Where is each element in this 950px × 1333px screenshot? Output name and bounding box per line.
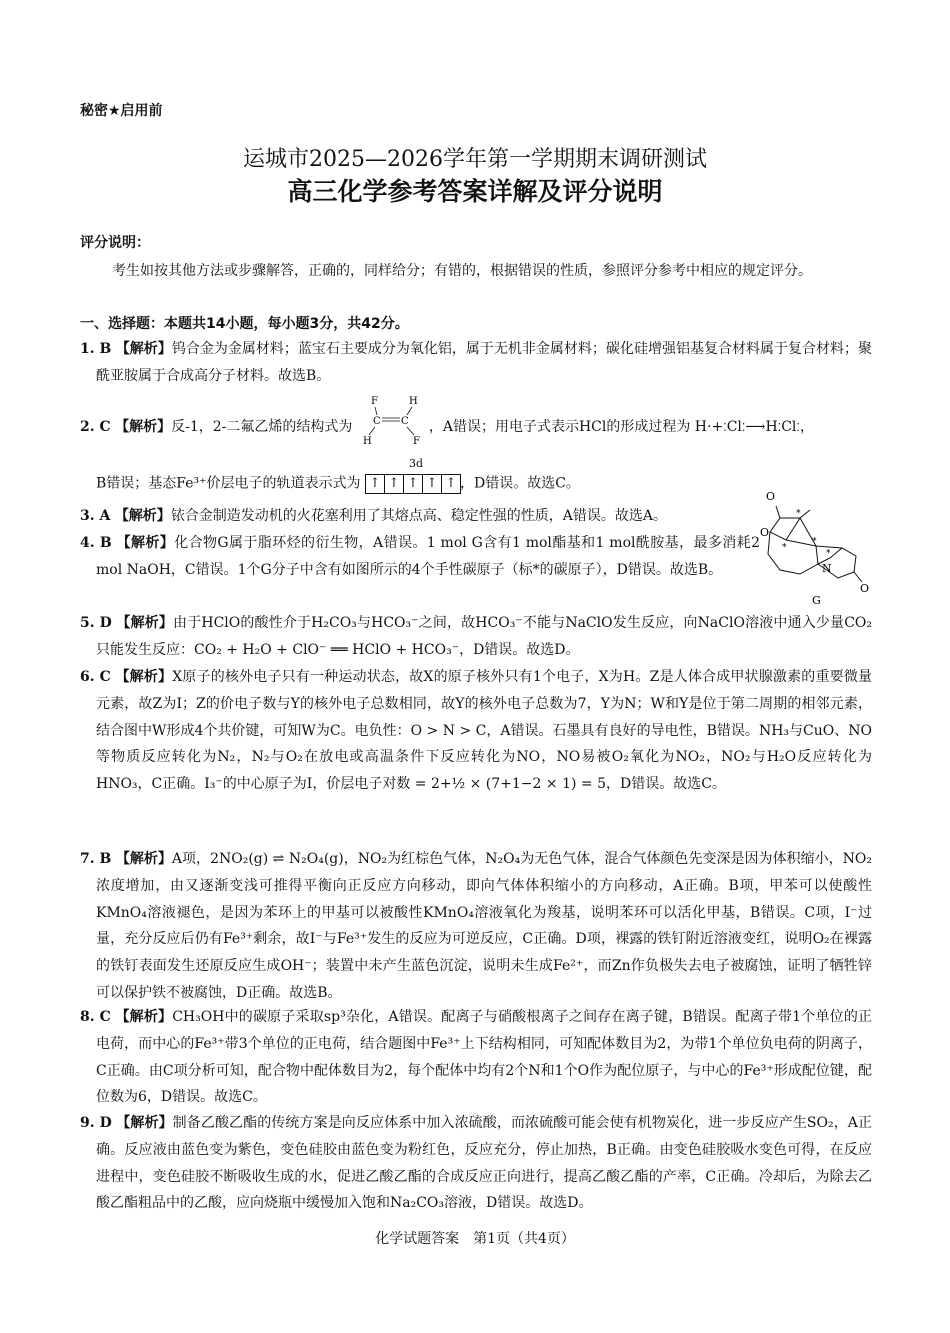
analysis-tag: 【解析】: [116, 535, 175, 551]
analysis-tag: 【解析】: [115, 419, 172, 435]
document-title: 高三化学参考答案详解及评分说明: [287, 177, 663, 206]
compound-g-structure: [756, 488, 876, 610]
question-3: [80, 503, 760, 530]
analysis-tag: 【解析】: [115, 669, 173, 685]
atom-label: O: [766, 490, 776, 503]
question-5: [80, 610, 872, 664]
orbital-box: ↑: [384, 474, 404, 494]
analysis-tag: 【解析】: [115, 1009, 173, 1025]
question-text: 铱合金制造发动机的火花塞利用了其熔点高、稳定性强的性质，A错误。故选A。: [170, 508, 668, 524]
question-9: [80, 1110, 872, 1217]
question-4: [80, 530, 760, 584]
confidential-label: 秘密★启用前: [80, 103, 163, 119]
question-text-b: ，A错误；用电子式表示HCl的形成过程为: [428, 419, 691, 435]
analysis-tag: 【解析】: [115, 341, 172, 357]
question-text: CH₃OH中的碳原子采取sp³杂化，A错误。配离子与硝酸根离子之间存在离子键，B错误。配离子带1个单位的正电荷，而中心的Fe³⁺带3个单位的正电荷，结合题图中Fe³⁺上下结构相同，可知配体数目为2，为带1个单位负电荷的阴离子，C正确。由C项分析可知，配合物中配体数目为2，每个配体中均有2个N和1个O作为配位原子，与中心的Fe³⁺形成配位键，配位数为6，D错误。故选C。: [96, 1009, 873, 1106]
analysis-tag: 【解析】: [115, 851, 172, 867]
chiral-mark: *: [796, 509, 801, 519]
question-text-d: ，D错误。故选C。: [459, 475, 580, 492]
atom-label: F: [370, 396, 378, 407]
question-text: 由于HClO的酸性介于H₂CO₃与HCO₃⁻之间，故HCO₃⁻不能与NaClO发生反应，向NaClO溶液中通入少量CO₂只能发生反应：CO₂ + H₂O + ClO⁻ ══ HClO + HCO₃⁻，D错误。故选D。: [96, 615, 872, 658]
atom-label: O: [760, 526, 770, 539]
analysis-tag: 【解析】: [116, 615, 174, 631]
question-number: 9. D: [80, 1115, 112, 1131]
question-1: [80, 336, 872, 390]
atom-label: O: [860, 582, 870, 595]
atom-label: C: [372, 416, 381, 427]
difluoroethene-structure: [357, 392, 429, 448]
question-text-a: 反-1，2-二氟乙烯的结构式为: [171, 419, 353, 435]
question-number: 6. C: [80, 669, 111, 685]
hcl-electron-formula: H·+⁚Cl⁚⟶H⁚Cl⁚，: [694, 419, 814, 435]
atom-label: C: [400, 416, 409, 427]
question-number: 8. C: [80, 1009, 111, 1025]
orbital-label: 3d: [408, 457, 424, 470]
question-2-continued: [80, 457, 872, 498]
orbital-box: ↑: [365, 474, 385, 494]
question-number: 1. B: [80, 341, 112, 357]
question-6: [80, 664, 872, 798]
question-number: 5. D: [80, 615, 112, 631]
question-number: 4. B: [80, 535, 112, 551]
orbital-box: ↑: [422, 474, 442, 494]
atom-label: H: [408, 396, 418, 407]
analysis-tag: 【解析】: [116, 1115, 173, 1131]
question-number: 3. A: [80, 508, 111, 524]
analysis-tag: 【解析】: [114, 508, 171, 524]
chiral-mark: *: [812, 537, 817, 547]
atom-label: F: [412, 436, 420, 447]
question-number: 7. B: [80, 851, 112, 867]
question-7: [80, 846, 872, 1007]
chiral-mark: *: [826, 549, 831, 559]
orbital-box: ↑: [403, 474, 423, 494]
atom-label: N: [822, 562, 832, 575]
exam-title: 运城市2025—2026学年第一学期期末调研测试: [243, 147, 707, 172]
atom-label: H: [362, 436, 372, 447]
question-text: X原子的核外电子只有一种运动状态，故X的原子核外只有1个电子，X为H。Z是人体合成甲状腺激素的重要微量元素，故Z为I；Z的价电子数与Y的核外电子总数相同，故Y的核外电子总数为7，Y为N；W和Y是位于第二周期的相邻元素，结合图中W形成4个共价键，可知W为C。电负性：O > N > C，A错误。石墨具有良好的导电性，B错误。NH₃与CuO、NO等物质反应转化为N₂，N₂与O₂在放电或高温条件下反应转化为NO，NO易被O₂氧化为NO₂，NO₂与H₂O反应转化为HNO₃，C正确。I₃⁻的中心原子为I，价层电子对数 = 2+½ × (7+1−2 × 1) = 5，D错误。故选C。: [96, 669, 873, 793]
question-text: 化合物G属于脂环烃的衍生物，A错误。1 mol G含有1 mol酯基和1 mol酰胺基，最多消耗2 mol NaOH，C错误。1个G分子中含有如图所示的4个手性碳原子（标*的碳原子），D错误。故选B。: [96, 535, 761, 578]
orbital-box: ↑: [441, 474, 461, 494]
question-2: [80, 396, 872, 448]
section-heading: 一、选择题：本题共14小题，每小题3分，共42分。: [80, 316, 409, 332]
question-text: 制备乙酸乙酯的传统方案是向反应体系中加入浓硫酸，而浓硫酸可能会使有机物炭化，进一步反应产生SO₂，A正确。反应液由蓝色变为紫色，变色硅胶由蓝色变为粉红色，反应充分，停止加热，B正确。由变色硅胶吸水变色可得，在反应进程中，变色硅胶不断吸收生成的水，促进乙酸乙酯的合成反应正向进行，提高乙酸乙酯的产率，C正确。冷却后，为除去乙酸乙酯粗品中的乙酸，应向烧瓶中缓慢加入饱和Na₂CO₃溶液，D错误。故选D。: [96, 1115, 873, 1212]
question-number: 2. C: [80, 419, 111, 435]
scoring-text: 考生如按其他方法或步骤解答，正确的，同样给分；有错的，根据错误的性质，参照评分参考中相应的规定评分。: [112, 263, 812, 279]
scoring-label: 评分说明：: [80, 235, 150, 251]
question-text: 钨合金为金属材料；蓝宝石主要成分为氧化铝，属于无机非金属材料；碳化硅增强铝基复合材料属于复合材料；聚酰亚胺属于合成高分子材料。故选B。: [96, 341, 873, 384]
orbital-diagram: [365, 457, 460, 497]
question-8: [80, 1004, 872, 1111]
page-footer: 化学试题答案 第1页（共4页）: [375, 1231, 575, 1247]
chiral-mark: *: [782, 543, 787, 553]
question-text: A项，2NO₂(g) ⇌ N₂O₄(g)，NO₂为红棕色气体，N₂O₄为无色气体，混合气体颜色先变深是因为体积缩小，NO₂浓度增加，由又逐渐变浅可推得平衡向正反应方向移动，即向气体体积缩小的方向移动，A正确。B项，甲苯可以使酸性KMnO₄溶液褪色，是因为苯环上的甲基可以被酸性KMnO₄溶液氧化为羧基，说明苯环可以活化甲基，B错误。C项，I⁻过量，充分反应后仍有Fe³⁺剩余，故I⁻与Fe³⁺发生的反应为可逆反应，C正确。D项，裸露的铁钉附近溶液变红，说明O₂在裸露的铁钉表面发生还原反应生成OH⁻；装置中未产生蓝色沉淀，说明未生成Fe²⁺，而Zn作负极失去电子被腐蚀，证明了牺牲锌可以保护铁不被腐蚀，D正确。故选B。: [96, 851, 873, 1001]
question-text-c: B错误；基态Fe³⁺价层电子的轨道表示式为: [96, 475, 361, 492]
compound-label: G: [812, 594, 821, 607]
